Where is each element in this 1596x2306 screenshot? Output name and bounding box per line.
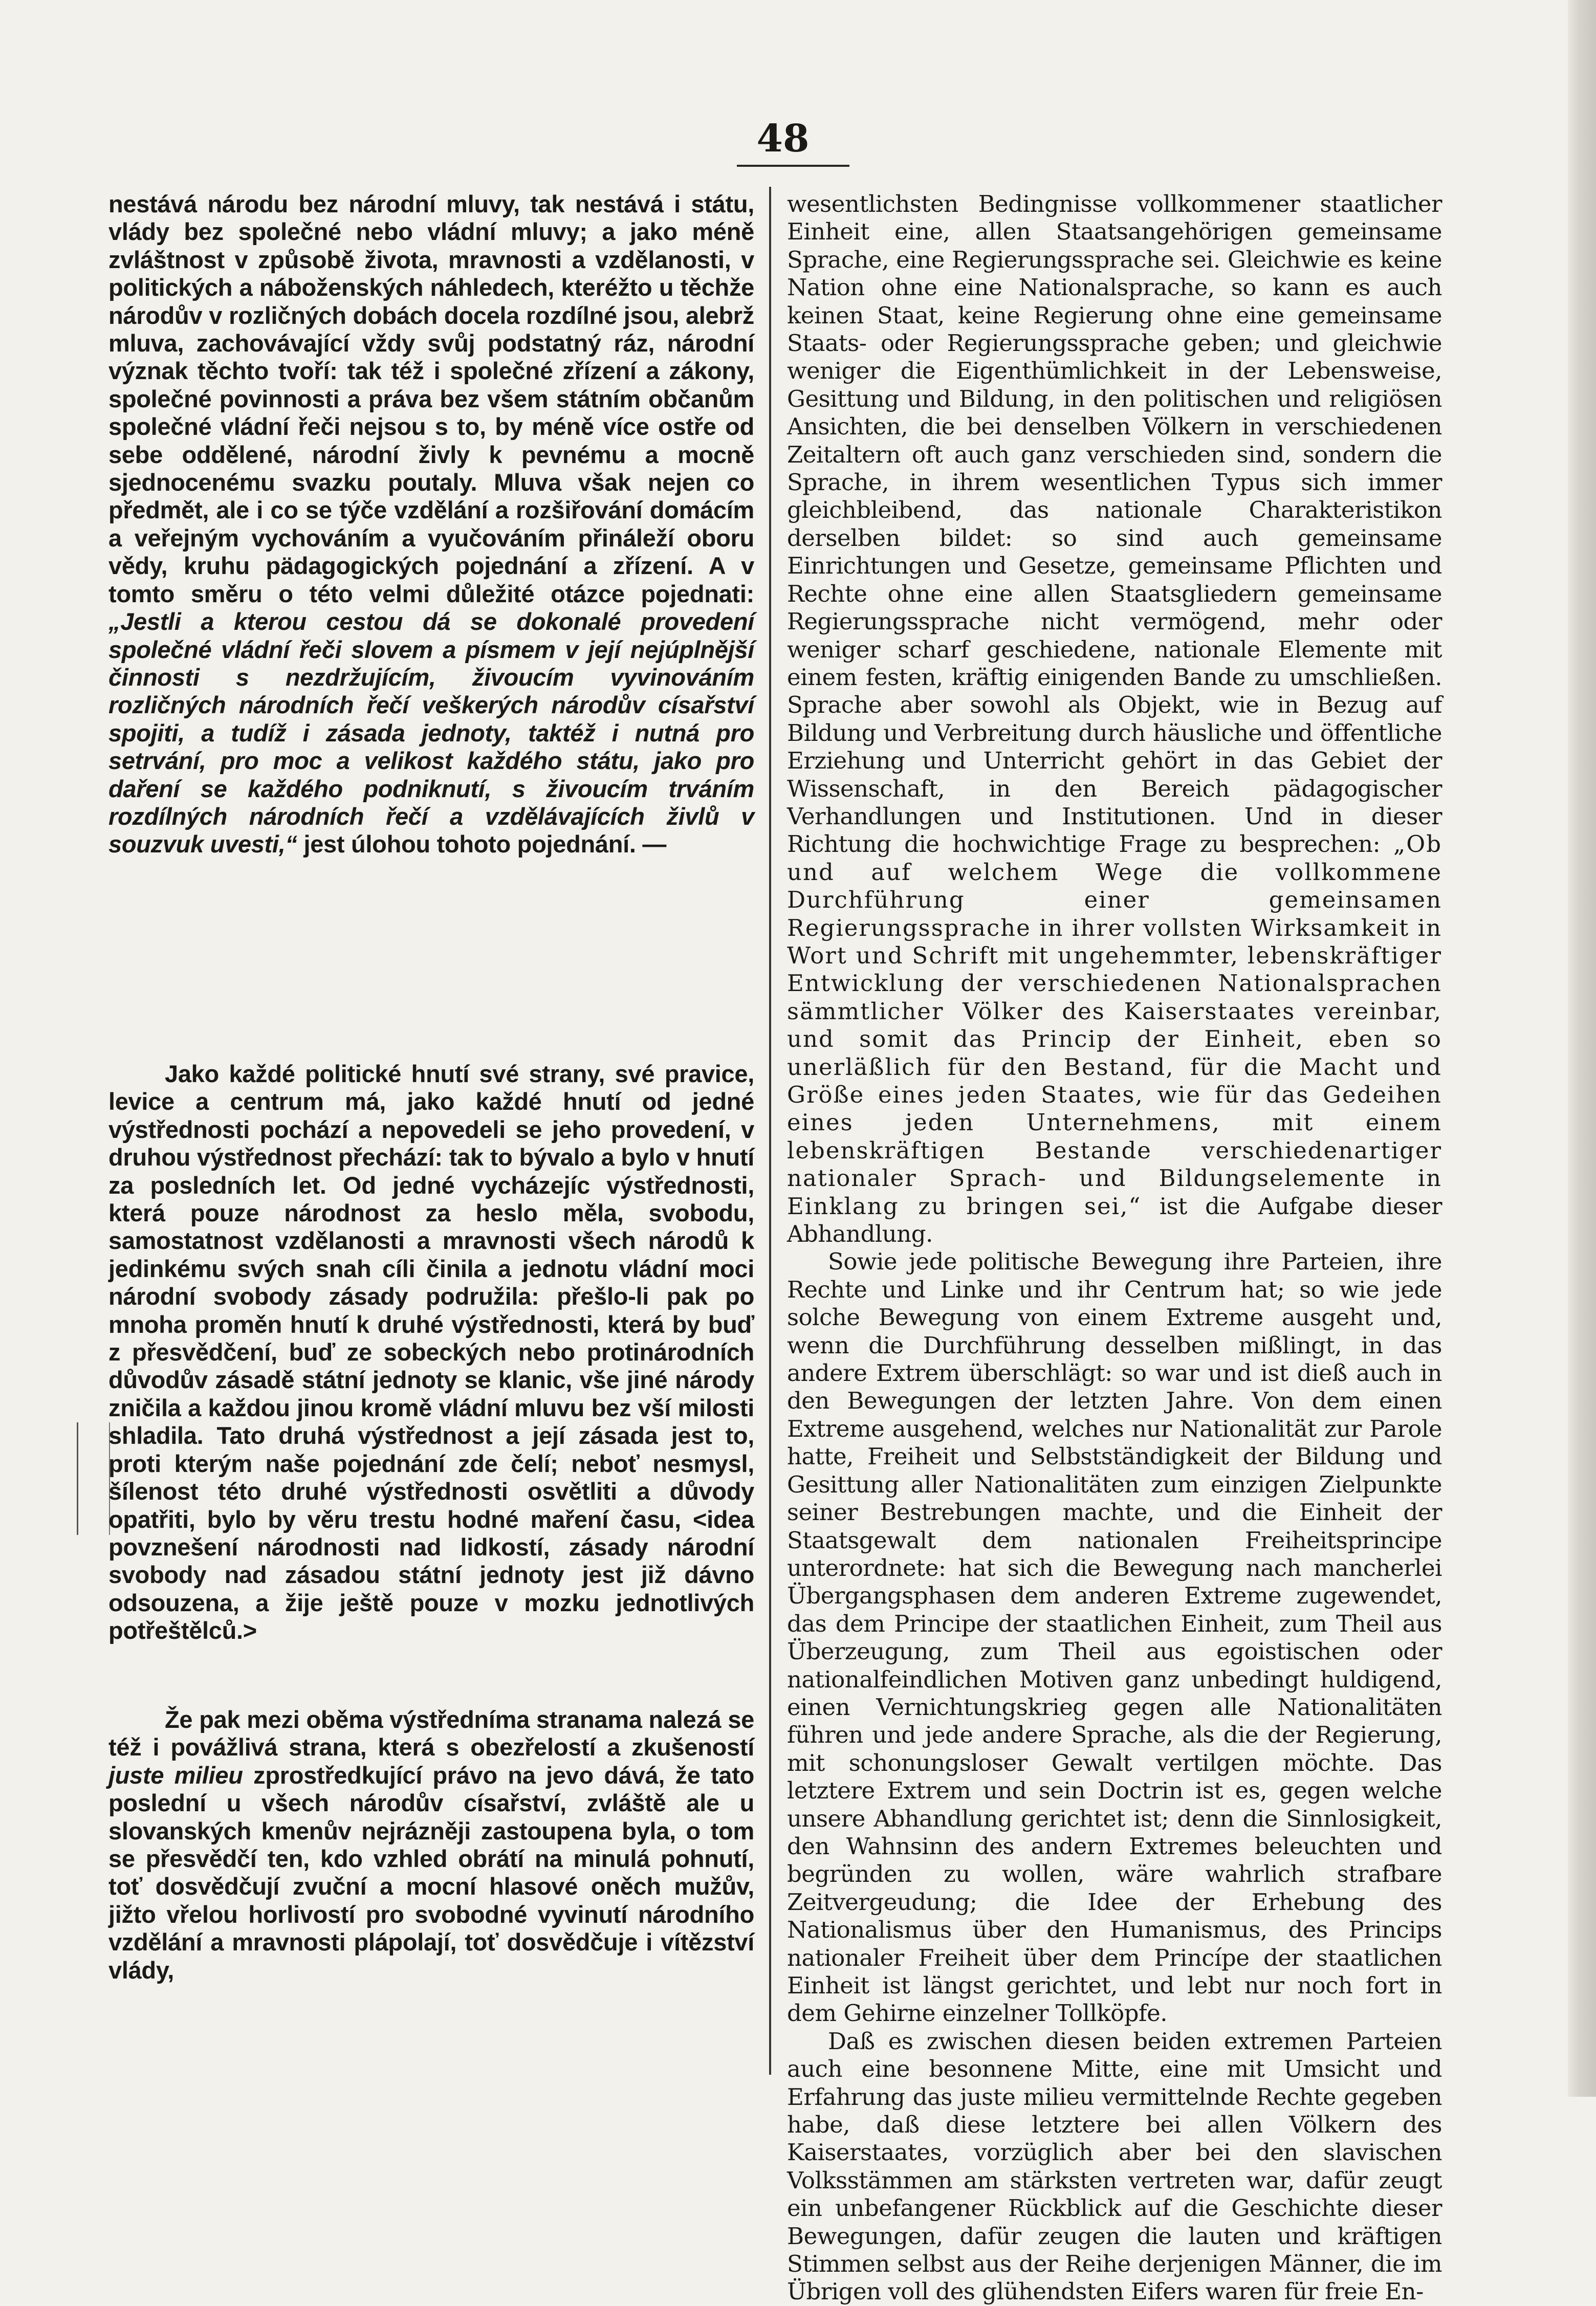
german-p1-spaced: „Ob und auf welchem Wege die vollkommene Durchführung einer gemeinsamen Regierungssprache in ihrer vollsten Wirksamkeit in Wort und Schrift mit ungehemmter, lebenskräftiger Entwicklung der verschiedenen Nationalsprachen sämmtlicher Völker des Kaiserstaates vereinbar, und somit das Princip der Einheit, eben so unerläßlich für den Bestand, für die Macht und Größe eines jeden Staates, wie für das Gedeihen eines jeden Unternehmens, mit einem lebenskräftigen Bestande verschiedenartiger nationaler Sprach- und Bildungselemente in Einklang zu bringen sei,“ [787, 830, 1442, 1220]
margin-mark [77, 1422, 110, 1535]
german-p1-text: wesentlichsten Bedingnisse vollkommener staatlicher Einheit eine, allen Staatsangehörigen gemeinsame Sprache, eine Regierungssprache sei. Gleichwie es keine Nation ohne eine Nationalsprache, so kann es auch keinen Staat, keine Regierung ohne eine gemeinsame Staats- oder Regierungssprache geben; und gleichwie weniger die Eigenthümlichkeit in der Lebensweise, Gesittung und Bildung, in den politischen und religiösen Ansichten, die bei denselben Völkern in verschiedenen Zeitaltern oft auch ganz verschieden sind, sondern die Sprache, in ihrem wesentlichen Typus sich immer gleichbleibend, das nationale Charakteristikon derselben bildet: so sind auch gemeinsame Einrichtungen und Gesetze, gemeinsame Pflichten und Rechte ohne eine allen Staatsgliedern gemeinsame Regierungssprache nicht vermögend, mehr oder weniger scharf geschiedene, nationale Elemente mit einem festen, kräftig einigenden Bande zu umschließen. Sprache aber sowohl als Objekt, wie in Bezug auf Bildung und Verbreitung durch häusliche und öffentliche Erziehung und Unterricht gehört in das Gebiet der Wissenschaft, in den Bereich pädagogischer Verhandlungen und Institutionen. Und in dieser Richtung die hochwichtige Frage zu besprechen: [787, 190, 1442, 858]
german-p3-text: Daß es zwischen diesen beiden extremen Parteien auch eine besonnene Mitte, eine mit Umsicht und Erfahrung das juste milieu vermittelnde Rechte gegeben habe, daß diese letztere bei allen Völkern des Kaiserstaates, vorzüglich aber bei den slavischen Volksstämmen am stärksten vertreten war, dafür zeugt ein unbefangener Rückblick auf die Geschichte dieser Bewegungen, dafür zeugen die lauten und kräftigen Stimmen selbst aus der Reihe derjenigen Männer, die im Übrigen voll des glühendsten Eifers waren für freie En- [787, 2027, 1442, 2305]
page-number: 48 [756, 117, 810, 161]
czech-p3-italic: juste milieu [108, 1761, 243, 1789]
header-rule [737, 165, 849, 167]
czech-paragraph-2 [108, 1060, 754, 1645]
german-p1-tail: ist die Aufgabe dieser Abhandlung. [787, 1192, 1442, 1248]
german-paragraph-2 [787, 1248, 1442, 2027]
czech-p2-text: Jako každé politické hnutí své strany, své pravice, levice a centrum má, jako každé hnutí od jedné výstřednosti pochází a nepovedeli se jeho provedení, v druhou výstřednost přechází: tak to bývalo a bylo v hnutí za posledních let. Od jedné vycházejíc výstřednosti, která pouze národnost za heslo měla, svobodu, samostatnost vzdělanosti a mravnosti všech národů k jedinkému svých snah cíli činila a jednotu vládní moci národní svobody zásady podružila: přešlo-li pak po mnoha proměn hnutí k druhé výstřednosti, která by buď z přesvědčení, buď ze sobeckých nebo protinárodních důvodův zásadě státní jednoty se klanic, vše jiné národy zničila a každou jinou kromě vládní mluvu bez vší milosti shladila. Tato druhá výstřednost a její zásada jest to, proti kterým naše pojednání zde čelí; neboť nesmysl, šílenost této druhé výstřednosti osvětliti a důvody opatřiti, bylo by věru trestu hodné maření času, <idea povznešení národnosti nad lidkostí, zásady národní svobody nad zásadou státní jednoty jest již dávno odsouzena, a žije ještě pouze v mozku jednotlivých potřeštělců.> [108, 1060, 754, 1644]
czech-p1-italic: „Jestli a kterou cestou dá se dokonalé provedení společné vládní řeči slovem a písmem v její nejúplnější činnosti s nezdržujícím, živoucím vyvinováním rozličných národních řečí veškerých národův císařství spojiti, a tudíž i zásada jednoty, taktéž i nutná pro setrvání, pro moc a velikost každého státu, jako pro daření se každého podniknutí, s živoucím trváním rozdílných národních řečí a vzdělávajících živlů v souzvuk uvesti,“ [108, 608, 754, 858]
czech-paragraph-3 [108, 1706, 754, 1984]
czech-p3-text-a: Že pak mezi oběma výstředníma stranama nalezá se též i povážlivá strana, která s obezřelostí a zkušeností [108, 1706, 754, 1761]
czech-p3-text-b: zprostředkující právo na jevo dává, že tato poslední u všech národův císařství, zvláště ale u slovanských kmenův nejrázněji zastoupena byla, o tom se přesvědčí ten, kdo vzhled obrátí na minulá pohnutí, toť dosvědčují zvuční a mocní hlasové oněch mužův, jižto vřelou horlivostí pro svobodné vyvinutí národního vzdělání a mravnosti plápolají, toť dosvědčuje i vítězství vlády, [108, 1761, 754, 1984]
page-edge [1568, 0, 1596, 2097]
german-column [787, 190, 1442, 2306]
column-divider [769, 187, 771, 2075]
german-paragraph-1 [787, 190, 1442, 1248]
german-paragraph-3 [787, 2028, 1442, 2306]
czech-p1-text: nestává národu bez národní mluvy, tak nestává i státu, vlády bez společné nebo vládní mluvy; a jako méně zvláštnost v způsobě života, mravnosti a vzdělanosti, v politických a náboženských náhledech, kteréžto u těchže národův v rozličných dobách docela rozdílné jsou, alebrž mluva, zachovávající vždy svůj podstatný ráz, národní význak těchto tvoří: tak též i společné zřízení a zákony, společné povinnosti a práva bez všem státním občanům společné vládní řeči nejsou s to, by méně více ostře od sebe oddělené, národní živly k pevnému a mocně sjednocenému svazku poutaly. Mluva však nejen co předmět, ale i co se týče vzdělání a rozšiřování domácím a veřejným vychováním a vyučováním přináleží oboru vědy, kruhu pädagogických pojednání a zřízení. A v tomto směru o této velmi důležité otázce pojednati: [108, 190, 754, 607]
czech-p1-tail: jest úlohou tohoto pojednání. — [297, 830, 667, 858]
czech-paragraph-1 [108, 190, 754, 859]
german-p2-text: Sowie jede politische Bewegung ihre Parteien, ihre Rechte und Linke und ihr Centrum hat; so wie jede solche Bewegung von einem Extreme ausgeht und, wenn die Durchführung desselben mißlingt, in das andere Extrem überschlägt: so war und ist dieß auch in den Bewegungen der letzten Jahre. Von dem einen Extreme ausgehend, welches nur Nationalität zur Parole hatte, Freiheit und Selbstständigkeit der Bildung und Gesittung aller Nationalitäten zum einzigen Zielpunkte seiner Bestrebungen machte, und die Einheit der Staatsgewalt dem nationalen Freiheitsprincipe unterordnete: hat sich die Bewegung nach mancherlei Übergangsphasen dem anderen Extreme zugewendet, das dem Principe der staatlichen Einheit, zum Theil aus Überzeugung, zum Theil aus egoistischen oder nationalfeindlichen Motiven ganz unbedingt huldigend, einen Vernichtungskrieg gegen alle Nationalitäten führen und jede andere Sprache, als die der Regierung, mit schonungsloser Gewalt vertilgen möchte. Das letztere Extrem und sein Doctrin ist es, gegen welche unsere Abhandlung gerichtet ist; denn die Sinnlosigkeit, den Wahnsinn des andern Extremes beleuchten und begründen zu wollen, wäre wahrlich strafbare Zeitvergeudung; die Idee der Erhebung des Nationalismus über den Humanismus, des Princips nationaler Freiheit über dem Princípe der staatlichen Einheit ist längst gerichtet, und lebt nur noch fort in dem Gehirne einzelner Tollköpfe. [787, 1248, 1442, 2027]
